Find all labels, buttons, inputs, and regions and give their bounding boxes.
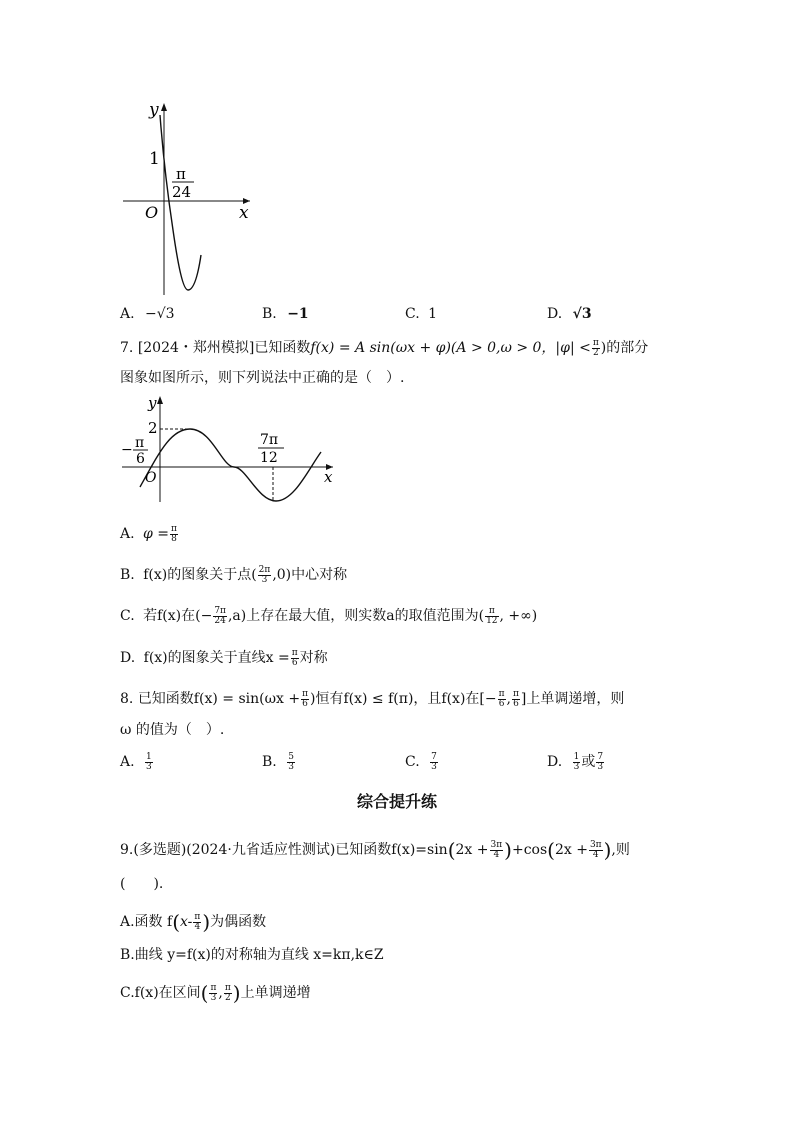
- q7-stem-a: 已知函数: [254, 340, 311, 356]
- option-value: −1: [287, 306, 309, 322]
- min-x-denominator: 12: [260, 450, 278, 466]
- origin-label: O: [145, 203, 159, 222]
- option-prefix: C.: [405, 306, 420, 322]
- q7-option-b[interactable]: B. f(x)的图象关于点( $\frac{2\pi}{3}$ ,0)中心对称: [120, 564, 348, 585]
- q7-close: ): [600, 340, 607, 356]
- option-value: 1: [428, 306, 438, 322]
- origin-label: O: [145, 470, 157, 486]
- tick-1-label: 1: [149, 149, 160, 169]
- option-prefix: D.: [547, 306, 563, 322]
- q6-option-b[interactable]: [262, 304, 309, 324]
- graph-q7: [118, 390, 348, 505]
- fraction: $\frac{\pi}{6}$: [512, 688, 519, 709]
- x-axis-label: x: [324, 468, 333, 486]
- left-zero-numerator: π: [135, 435, 145, 451]
- fraction: $\frac{\pi}{3}$: [210, 982, 217, 1003]
- q7-function: f(x) = A sin(ωx + φ)(A > 0,ω > 0，|φ| <: [310, 340, 591, 356]
- curve: [160, 115, 201, 290]
- q7-stem-line2: 图象如图所示，则下列说法中正确的是（ ）.: [120, 370, 405, 386]
- q6-option-c[interactable]: [405, 304, 437, 324]
- fraction: $\frac{7}{3}$: [597, 751, 604, 772]
- y-axis-label: y: [148, 394, 157, 412]
- fraction: $\frac{7}{3}$: [431, 751, 437, 772]
- q6-option-d[interactable]: [547, 304, 592, 324]
- y-axis-label: y: [149, 100, 159, 120]
- q9-option-a[interactable]: A.函数 f(x- $\frac{\pi}{4}$ )为偶函数: [120, 910, 267, 934]
- fraction: $\frac{\pi}{8}$: [171, 523, 177, 544]
- fraction: $\frac{2\pi}{3}$: [258, 564, 271, 585]
- q9-option-b[interactable]: B.曲线 y=f(x)的对称轴为直线 x=kπ,k∈Z: [120, 947, 384, 963]
- min-x-numerator: 7π: [260, 432, 279, 448]
- q7-option-c[interactable]: C. 若f(x)在(− $\frac{7\pi}{24}$ ,a)上存在最大值，则实数a的取值范围为( $\frac{\pi}{12}$ , +∞): [120, 605, 538, 626]
- q7-number: 7.: [120, 340, 134, 356]
- q8-stem-line1: 8. 已知函数f(x) = sin(ωx + $\frac{\pi}{6}$ )恒有f(x) ≤ f(π)，且f(x)在[− $\frac{\pi}{6}$ , $\frac{\pi}{6}$ ]上单调递增，则: [120, 688, 625, 709]
- neg-sign: −: [121, 442, 133, 458]
- q9-stem-line2: ( ).: [120, 876, 164, 892]
- q7-option-a[interactable]: A. φ = $\frac{\pi}{8}$: [120, 523, 177, 544]
- fraction: $\frac{1}{3}$: [146, 751, 152, 772]
- fraction: $\frac{3\pi}{4}$: [589, 839, 602, 860]
- fraction: $\frac{7\pi}{24}$: [214, 605, 226, 626]
- denominator-label: 24: [172, 183, 192, 201]
- q8-option-d[interactable]: D. $\frac{1}{3}$ 或 $\frac{7}{3}$: [547, 751, 604, 772]
- fraction: $\frac{\pi}{6}$: [291, 647, 298, 668]
- x-axis-label: x: [239, 203, 249, 223]
- q8-option-c[interactable]: C. $\frac{7}{3}$: [405, 751, 437, 772]
- pi-over-2-fraction: $\frac{\pi}{2}$: [592, 337, 599, 358]
- fraction: $\frac{\pi}{2}$: [224, 982, 231, 1003]
- fraction: $\frac{1}{3}$: [573, 751, 580, 772]
- q7-tag: [2024・郑州模拟]: [137, 340, 255, 356]
- fraction: $\frac{\pi}{4}$: [194, 911, 201, 932]
- y-axis-arrow: [157, 396, 163, 404]
- y-axis-arrow: [161, 103, 167, 111]
- fraction: $\frac{\pi}{6}$: [302, 688, 308, 709]
- option-prefix: A.: [120, 306, 135, 322]
- fraction: $\frac{\pi}{6}$: [498, 688, 505, 709]
- pi-label: π: [176, 165, 186, 183]
- q9-option-c[interactable]: C.f(x)在区间( $\frac{\pi}{3}$ , $\frac{\pi}{2}$ )上单调递增: [120, 981, 311, 1005]
- q7-option-d[interactable]: D. f(x)的图象关于直线x = $\frac{\pi}{6}$ 对称: [120, 647, 328, 668]
- q6-option-a[interactable]: [120, 304, 175, 324]
- option-value: √3: [572, 306, 592, 322]
- graph-q6: [115, 95, 265, 300]
- q8-option-a[interactable]: A. $\frac{1}{3}$: [120, 751, 152, 772]
- q8-option-b[interactable]: B. $\frac{5}{3}$: [262, 751, 294, 772]
- q7-stem-line1: [120, 338, 648, 358]
- max-value-label: 2: [148, 419, 158, 437]
- left-zero-denominator: 6: [136, 451, 145, 467]
- sine-curve: [140, 429, 321, 501]
- fraction: $\frac{3\pi}{4}$: [490, 839, 503, 860]
- q8-stem-line2: ω 的值为（ ）.: [120, 722, 225, 738]
- q7-stem-b: 的部分: [606, 340, 649, 356]
- option-value: −√3: [145, 306, 175, 322]
- fraction: $\frac{5}{3}$: [288, 751, 294, 772]
- section-title: 综合提升练: [356, 792, 437, 811]
- fraction: $\frac{\pi}{12}$: [486, 605, 498, 626]
- option-prefix: B.: [262, 306, 277, 322]
- q9-stem-line1: 9.(多选题)(2024·九省适应性测试)已知函数f(x)=sin(2x + $\frac{3\pi}{4}$ )+cos(2x + $\frac{3\pi}{4}$ ),则: [120, 838, 630, 862]
